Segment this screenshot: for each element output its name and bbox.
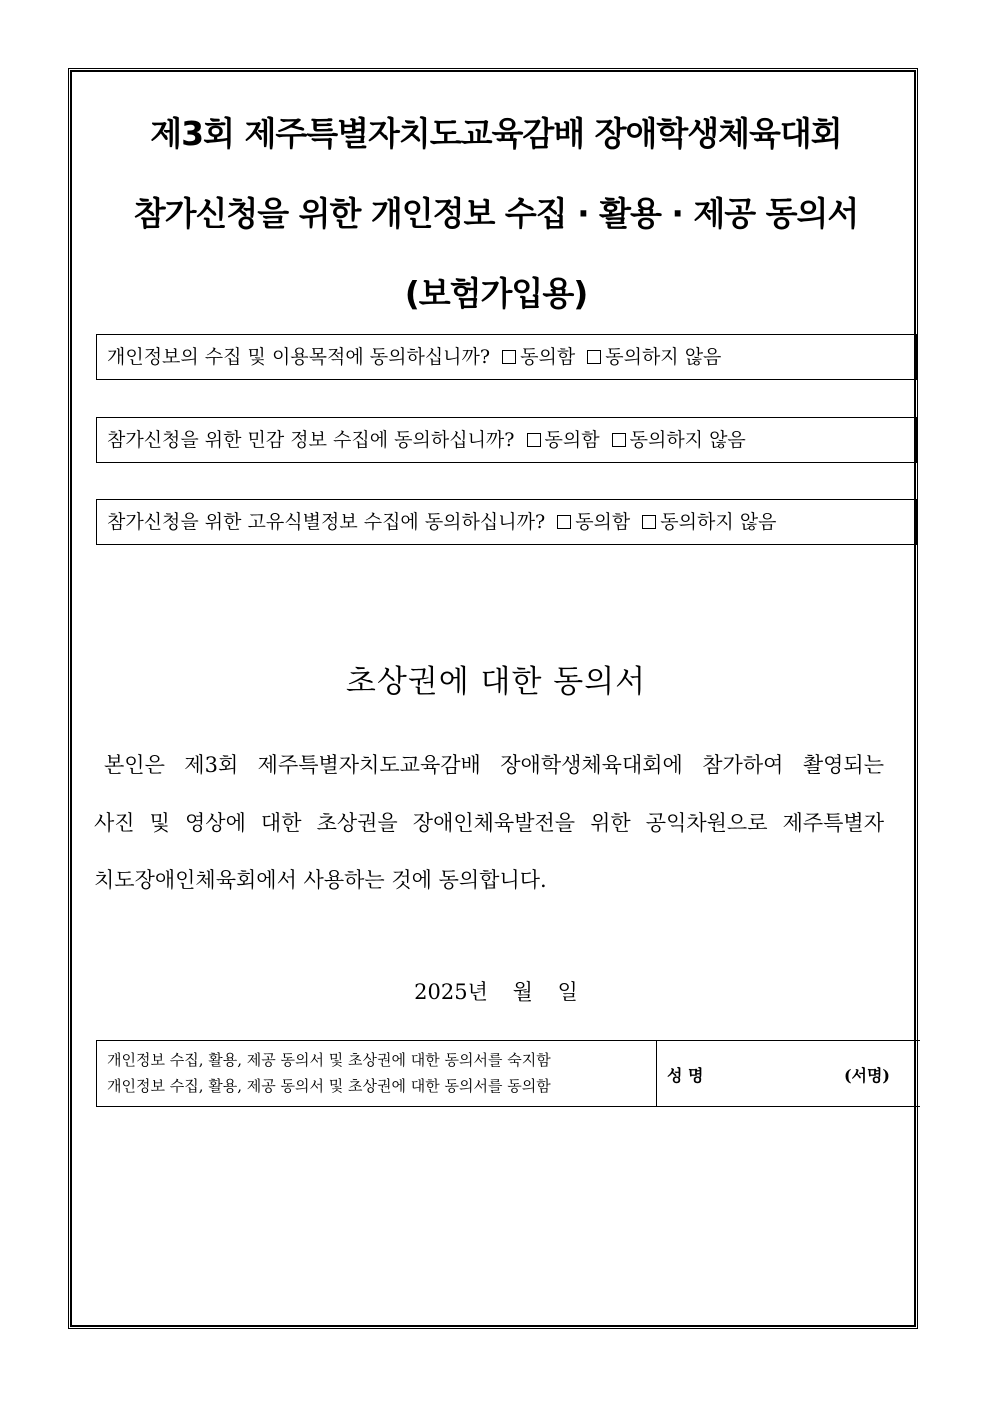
name-label: 성 명 <box>667 1066 704 1085</box>
date-day: 일 <box>557 980 578 1004</box>
signature-statements <box>97 1041 657 1106</box>
consent-question-sensitive <box>96 417 917 463</box>
disagree-checkbox[interactable] <box>587 350 601 364</box>
agree-checkbox[interactable] <box>557 515 571 529</box>
signature-table <box>96 1040 920 1107</box>
consent-question-purpose <box>96 334 917 380</box>
question-text: 개인정보의 수집 및 이용목적에 동의하십니까? <box>107 346 491 368</box>
paragraph-line: 사진 및 영상에 대한 초상권을 장애인체육발전을 위한 공익차원으로 제주특별자 <box>94 810 884 835</box>
paragraph-line: 본인은 제3회 제주특별자치도교육감배 장애학생체육대회에 참가하여 촬영되는 <box>104 753 884 777</box>
disagree-label: 동의하지 않음 <box>605 346 722 368</box>
document-title-line1: 제3회 제주특별자치도교육감배 장애학생체육대회 <box>150 114 842 153</box>
paragraph-line: 치도장애인체육회에서 사용하는 것에 동의합니다. <box>94 868 547 892</box>
agree-checkbox[interactable] <box>527 433 541 447</box>
agree-label: 동의함 <box>575 511 631 533</box>
consent-question-unique-id <box>96 499 917 545</box>
question-text: 참가신청을 위한 민감 정보 수집에 동의하십니까? <box>107 429 515 451</box>
disagree-label: 동의하지 않음 <box>629 429 746 451</box>
signature-cell[interactable] <box>657 1041 920 1106</box>
date-year: 2025년 <box>414 980 488 1004</box>
disagree-checkbox[interactable] <box>612 433 626 447</box>
sign-label: (서명) <box>843 1066 890 1085</box>
date-line <box>0 976 992 1006</box>
portrait-heading: 초상권에 대한 동의서 <box>345 664 647 700</box>
statement-acknowledged: 개인정보 수집, 활용, 제공 동의서 및 초상권에 대한 동의서를 숙지함 <box>107 1051 551 1069</box>
question-text: 참가신청을 위한 고유식별정보 수집에 동의하십니까? <box>107 511 546 533</box>
document-title-line2: 참가신청을 위한 개인정보 수집 · 활용 · 제공 동의서 <box>133 194 859 233</box>
disagree-checkbox[interactable] <box>642 515 656 529</box>
disagree-label: 동의하지 않음 <box>660 511 777 533</box>
date-month: 월 <box>512 980 533 1004</box>
agree-label: 동의함 <box>520 346 576 368</box>
agree-checkbox[interactable] <box>502 350 516 364</box>
statement-agreed: 개인정보 수집, 활용, 제공 동의서 및 초상권에 대한 동의서를 동의함 <box>107 1077 551 1095</box>
portrait-paragraph <box>94 737 884 910</box>
document-title-line3: (보험가입용) <box>404 274 588 313</box>
agree-label: 동의함 <box>544 429 600 451</box>
